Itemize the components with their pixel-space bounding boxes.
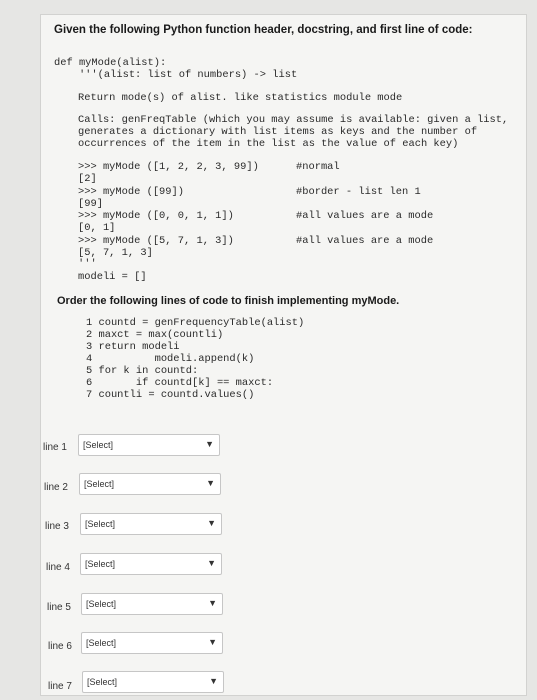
order-prompt: Order the following lines of code to finish implementing myMode. — [57, 295, 400, 307]
code-first-line: modeli = [] — [78, 271, 147, 283]
answer-label-line-7: line 7 — [48, 681, 72, 692]
example-call: >>> myMode ([0, 0, 1, 1]) — [78, 210, 234, 222]
example-comment: #all values are a mode — [296, 210, 434, 222]
example-comment: #border - list len 1 — [296, 186, 421, 198]
example-call: >>> myMode ([5, 7, 1, 3]) — [78, 235, 234, 247]
code-def-line: def myMode(alist): — [54, 57, 167, 69]
chevron-down-icon: ▼ — [206, 478, 215, 488]
select-value: [Select] — [85, 519, 116, 529]
line-4-select[interactable] — [80, 553, 222, 575]
docstring-return-line: Return mode(s) of alist. like statistics module mode — [78, 92, 403, 104]
answer-label-line-6: line 6 — [48, 641, 72, 652]
docstring-end: ''' — [78, 258, 97, 270]
chevron-down-icon: ▼ — [209, 676, 218, 686]
docstring-calls-line-1: Calls: genFreqTable (which you may assume is available: given a list, — [78, 114, 509, 126]
chevron-down-icon: ▼ — [208, 637, 217, 647]
code-option-line: 2 maxct = max(countli) — [86, 329, 224, 341]
line-1-select[interactable] — [78, 434, 220, 456]
code-option-line: 5 for k in countd: — [86, 365, 199, 377]
example-call: >>> myMode ([99]) — [78, 186, 185, 198]
example-result: [99] — [78, 198, 103, 210]
line-2-select[interactable] — [79, 473, 221, 495]
code-option-line: 7 countli = countd.values() — [86, 389, 255, 401]
answer-label-line-1: line 1 — [43, 442, 67, 453]
answer-label-line-5: line 5 — [47, 602, 71, 613]
code-option-line: 6 if countd[k] == maxct: — [86, 377, 274, 389]
answer-label-line-2: line 2 — [44, 482, 68, 493]
select-value: [Select] — [83, 440, 114, 450]
select-value: [Select] — [87, 677, 118, 687]
example-result: [0, 1] — [78, 222, 116, 234]
line-7-select[interactable] — [82, 671, 224, 693]
line-5-select[interactable] — [81, 593, 223, 615]
select-value: [Select] — [86, 638, 117, 648]
example-comment: #normal — [296, 161, 340, 173]
answer-label-line-3: line 3 — [45, 521, 69, 532]
chevron-down-icon: ▼ — [207, 518, 216, 528]
example-comment: #all values are a mode — [296, 235, 434, 247]
answer-label-line-4: line 4 — [46, 562, 70, 573]
example-result: [2] — [78, 173, 97, 185]
chevron-down-icon: ▼ — [207, 558, 216, 568]
code-docstring-signature: '''(alist: list of numbers) -> list — [54, 69, 298, 81]
example-call: >>> myMode ([1, 2, 2, 3, 99]) — [78, 161, 259, 173]
docstring-calls-line-3: occurrences of the item in the list as the value of each key) — [78, 138, 459, 150]
select-value: [Select] — [85, 559, 116, 569]
example-result: [5, 7, 1, 3] — [78, 247, 153, 259]
line-6-select[interactable] — [81, 632, 223, 654]
chevron-down-icon: ▼ — [208, 598, 217, 608]
question-heading: Given the following Python function header, docstring, and first line of code: — [54, 24, 473, 36]
code-option-line: 1 countd = genFrequencyTable(alist) — [86, 317, 305, 329]
select-value: [Select] — [86, 599, 117, 609]
code-option-line: 4 modeli.append(k) — [86, 353, 255, 365]
docstring-calls-line-2: generates a dictionary with list items as keys and the number of — [78, 126, 478, 138]
select-value: [Select] — [84, 479, 115, 489]
chevron-down-icon: ▼ — [205, 439, 214, 449]
code-option-line: 3 return modeli — [86, 341, 180, 353]
line-3-select[interactable] — [80, 513, 222, 535]
